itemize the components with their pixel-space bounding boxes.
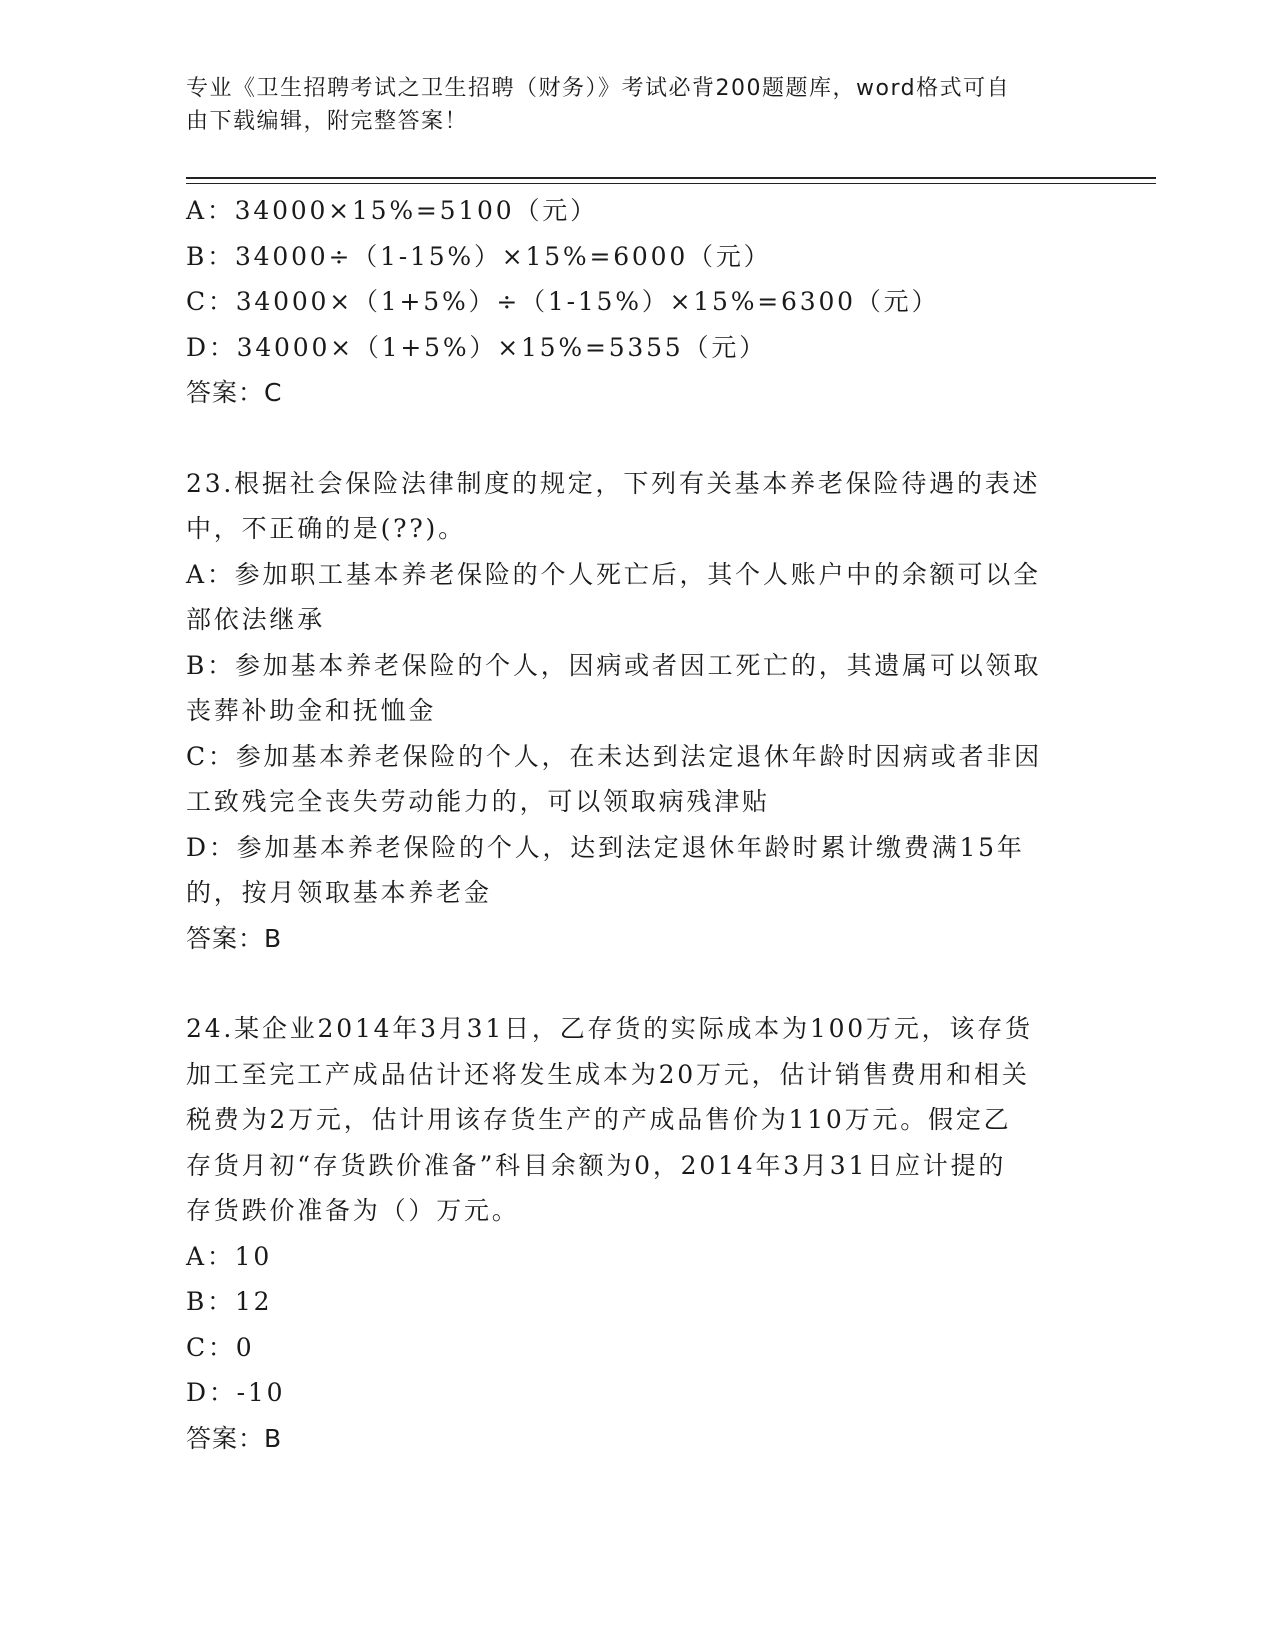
header-divider-thick	[186, 177, 1156, 179]
q24-option-a: A：10	[186, 1241, 273, 1271]
question-spacer	[186, 961, 1066, 1006]
q22-option-a: A：34000×15%=5100（元）	[186, 196, 598, 225]
q23-stem-line-2: 中，不正确的是(??)。	[186, 514, 466, 543]
q22-option-d: D：34000×（1+5%）×15%=5355（元）	[186, 332, 767, 362]
q24-option-b: B：12	[186, 1287, 273, 1316]
header-divider-thin	[186, 183, 1156, 184]
q23-option-a-line-1: A：参加职工基本养老保险的个人死亡后，其个人账户中的余额可以全	[186, 559, 1041, 589]
q24-answer: 答案：B	[186, 1423, 283, 1453]
q23-option-c-line-2: 工致残完全丧失劳动能力的，可以领取病残津贴	[186, 787, 770, 816]
q23-option-c-line-1: C：参加基本养老保险的个人，在未达到法定退休年龄时因病或者非因	[186, 741, 1042, 771]
q24-option-d: D：-10	[186, 1378, 286, 1407]
q23-option-a-line-2: 部依法继承	[186, 605, 326, 634]
q24-stem-line-4: 存货月初“存货跌价准备”科目余额为0，2014年3月31日应计提的	[186, 1150, 1007, 1180]
q23-option-b-line-1: B：参加基本养老保险的个人，因病或者因工死亡的，其遗属可以领取	[186, 650, 1042, 680]
question-content	[186, 188, 1066, 1461]
header-line-2: 由下载编辑，附完整答案！	[186, 109, 469, 134]
question-24-block	[186, 1006, 1066, 1461]
q24-option-c: C：0	[186, 1332, 255, 1362]
q23-stem-line-1: 23.根据社会保险法律制度的规定，下列有关基本养老保险待遇的表述	[186, 468, 1041, 498]
q23-answer: 答案：B	[186, 923, 283, 953]
q24-stem-line-2: 加工至完工产成品估计还将发生成本为20万元，估计销售费用和相关	[186, 1059, 1030, 1089]
document-header	[186, 72, 1066, 138]
question-22-block	[186, 188, 1066, 416]
q24-stem-line-5: 存货跌价准备为（）万元。	[186, 1196, 520, 1225]
q23-option-b-line-2: 丧葬补助金和抚恤金	[186, 696, 437, 725]
q23-option-d-line-2: 的，按月领取基本养老金	[186, 878, 492, 907]
q22-option-b: B：34000÷（1-15%）×15%=6000（元）	[186, 241, 772, 271]
question-23-block	[186, 461, 1066, 962]
q22-answer: 答案：C	[186, 378, 283, 407]
q24-stem-line-3: 税费为2万元，估计用该存货生产的产成品售价为110万元。假定乙	[186, 1105, 1012, 1134]
q24-stem-line-1: 24.某企业2014年3月31日，乙存货的实际成本为100万元，该存货	[186, 1014, 1033, 1043]
q23-option-d-line-1: D：参加基本养老保险的个人，达到法定退休年龄时累计缴费满15年	[186, 832, 1025, 862]
header-line-1: 专业《卫生招聘考试之卫生招聘（财务）》考试必背200题题库，word格式可自	[186, 76, 1011, 101]
question-spacer	[186, 416, 1066, 461]
q22-option-c: C：34000×（1+5%）÷（1-15%）×15%=6300（元）	[186, 287, 940, 316]
